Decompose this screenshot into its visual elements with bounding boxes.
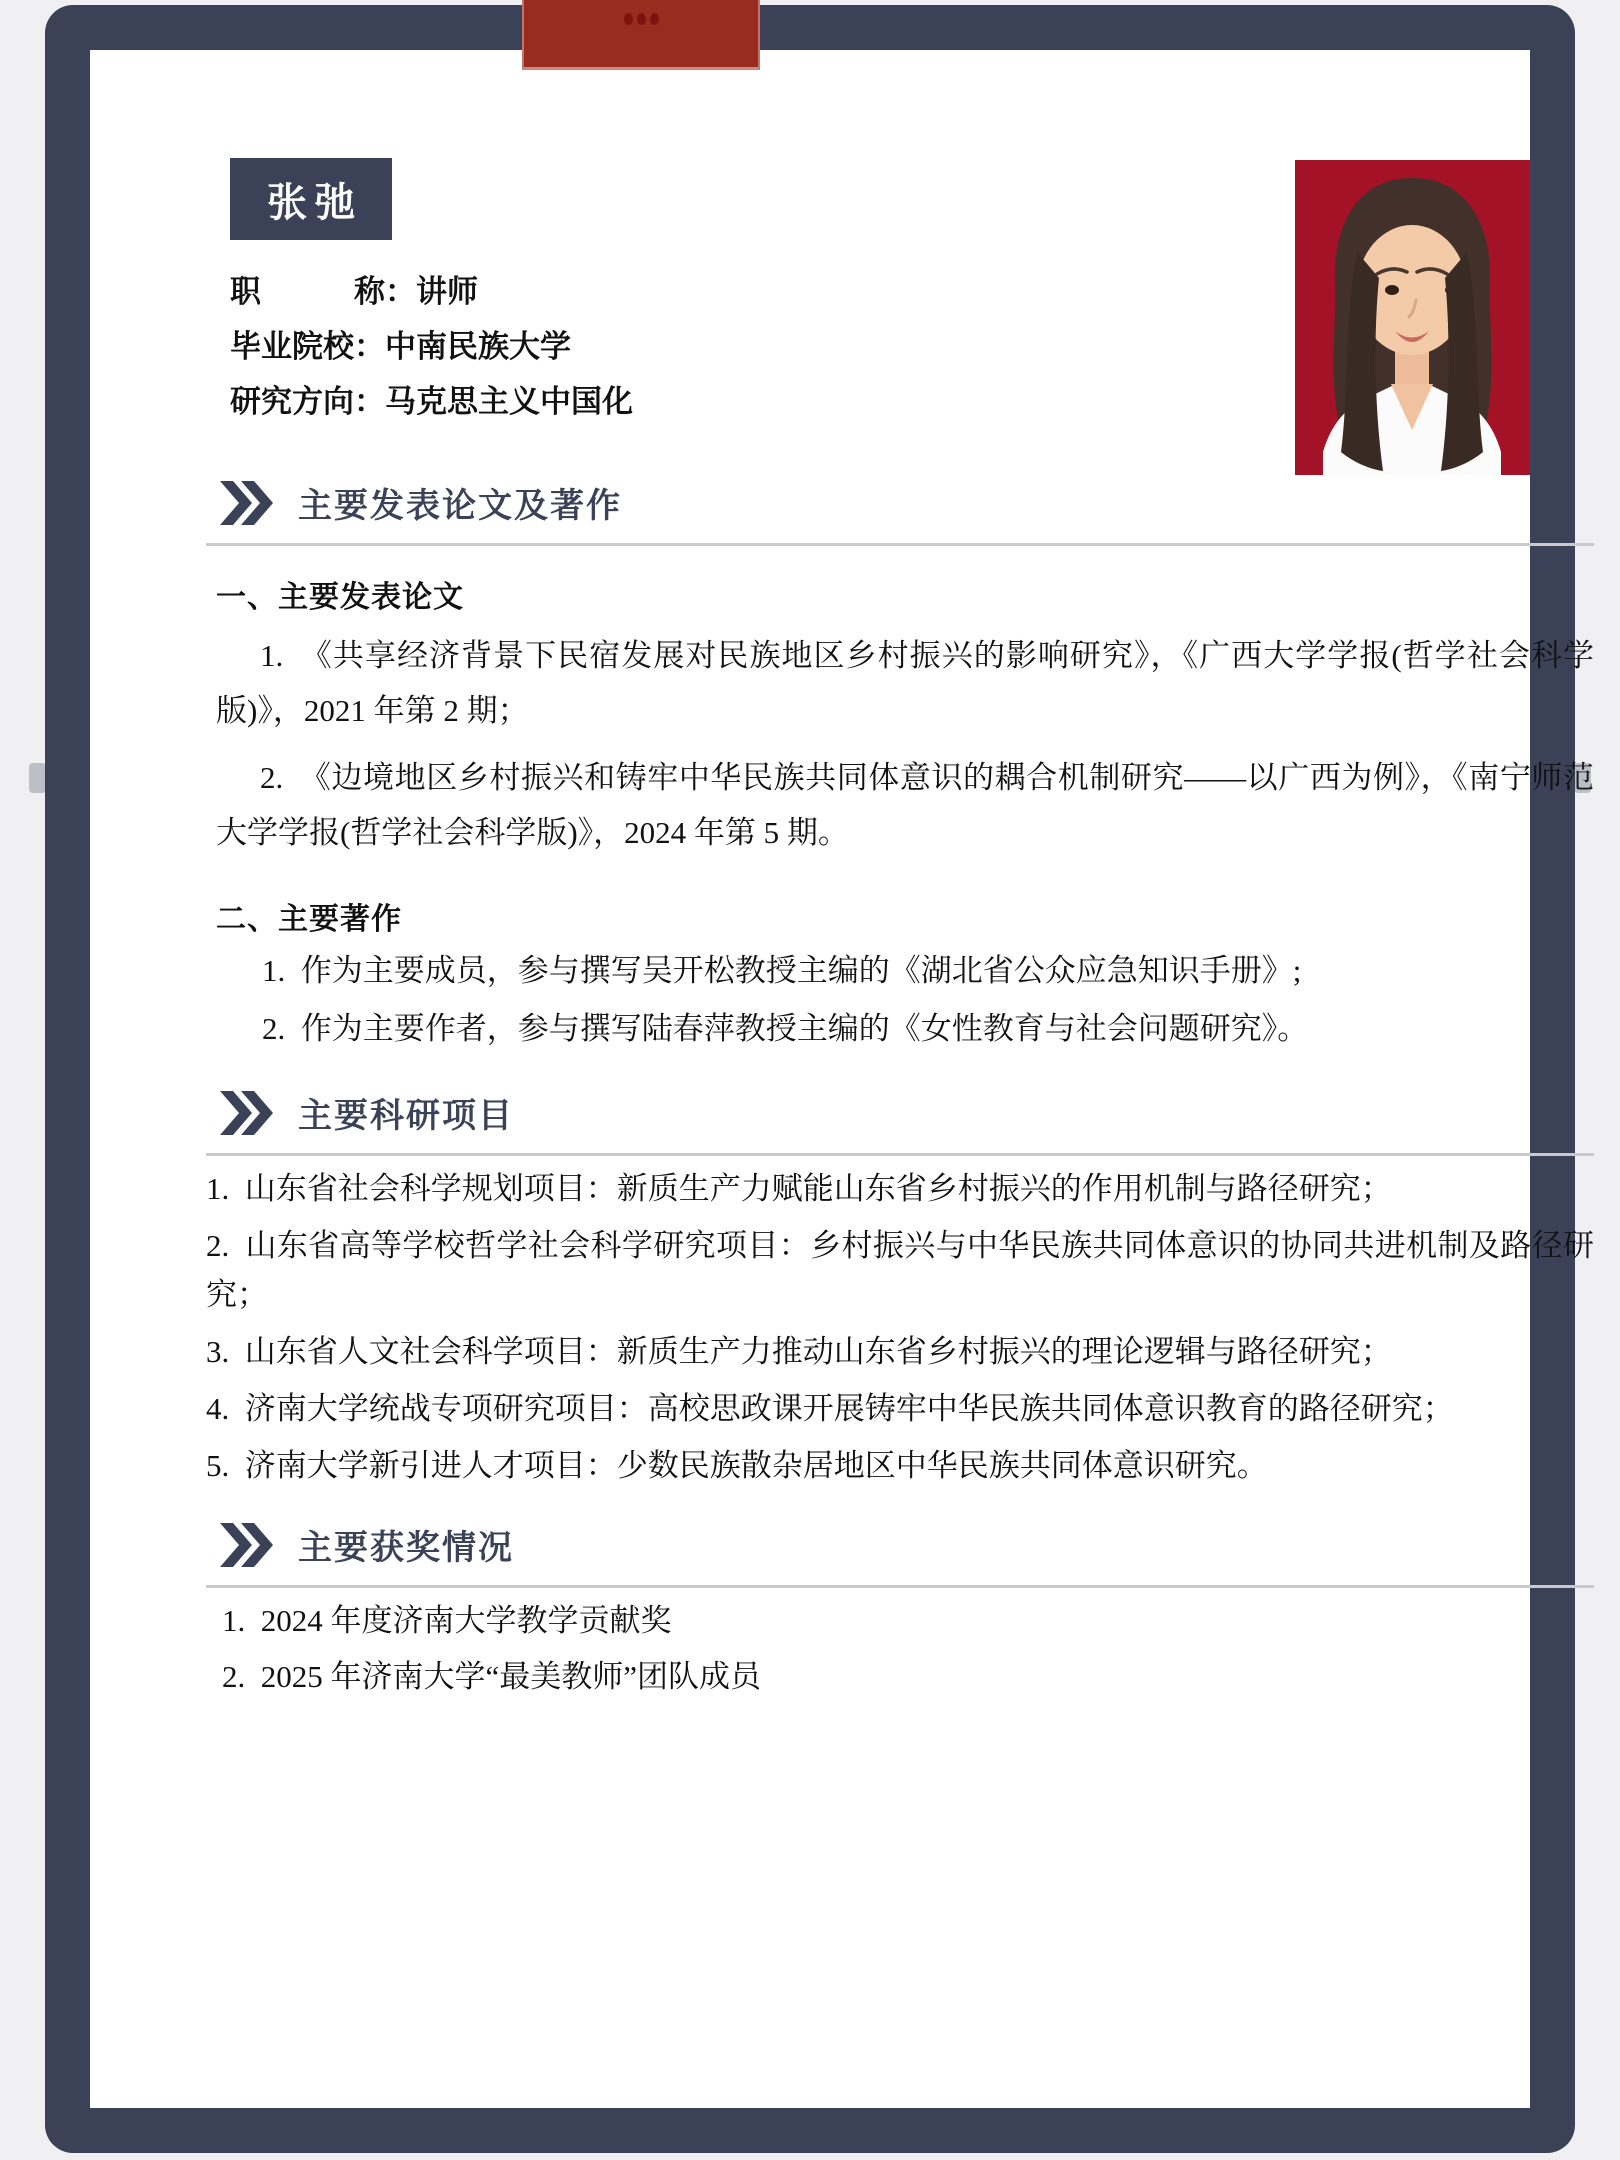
fast-forward-icon (220, 1523, 274, 1567)
project-item: 5. 济南大学新引进人才项目：少数民族散杂居地区中华民族共同体意识研究。 (206, 1448, 1268, 1483)
page-connector-left (29, 763, 46, 793)
name-badge (230, 158, 392, 240)
book-item: 2. 作为主要作者，参与撰写陆春萍教授主编的《女性教育与社会问题研究》。 (262, 1011, 1309, 1046)
papers-heading: 一、主要发表论文 (216, 581, 464, 614)
project-item: 3. 山东省人文社会科学项目：新质生产力推动山东省乡村振兴的理论逻辑与路径研究； (206, 1334, 1392, 1369)
profile-header (206, 158, 1594, 470)
section-title-publications: 主要发表论文及著作 (298, 487, 622, 525)
books-heading: 二、主要著作 (216, 903, 402, 936)
portrait-photo (1295, 160, 1530, 475)
school-line: 毕业院校：中南民族大学 (230, 329, 571, 364)
project-item: 2. 山东省高等学校哲学社会科学研究项目：乡村振兴与中华民族共同体意识的协同共进机制及路径研究； (206, 1228, 1594, 1312)
paper-item: 1. 《共享经济背景下民宿发展对民族地区乡村振兴的影响研究》，《广西大学学报(哲学社会科学版)》，2021 年第 2 期； (216, 638, 1594, 728)
section-header-publications (220, 478, 1594, 527)
dot-icon (650, 13, 659, 25)
three-dots-icon (524, 13, 758, 25)
person-name: 张弛 (267, 180, 363, 225)
section-divider (206, 543, 1594, 546)
dot-icon (637, 13, 646, 25)
book-item: 1. 作为主要成员，参与撰写吴开松教授主编的《湖北省公众应急知识手册》; (262, 953, 1302, 988)
card-content (180, 100, 1620, 1700)
section-divider (206, 1153, 1594, 1156)
award-item: 1. 2024 年度济南大学教学贡献奖 (222, 1603, 672, 1638)
section-header-awards (220, 1520, 1594, 1569)
award-item: 2. 2025 年济南大学“最美教师”团队成员 (222, 1659, 762, 1694)
section-title-projects: 主要科研项目 (298, 1097, 514, 1135)
profile-card (45, 5, 1594, 2153)
project-item: 4. 济南大学统战专项研究项目：高校思政课开展铸牢中华民族共同体意识教育的路径研究； (206, 1391, 1454, 1426)
project-item: 1. 山东省社会科学规划项目：新质生产力赋能山东省乡村振兴的作用机制与路径研究； (206, 1171, 1392, 1206)
section-header-projects (220, 1088, 1594, 1137)
fast-forward-icon (220, 481, 274, 525)
page-connector-right (1574, 763, 1591, 793)
dot-icon (624, 13, 633, 25)
paper-item: 2. 《边境地区乡村振兴和铸牢中华民族共同体意识的耦合机制研究——以广西为例》，《南宁师范大学学报(哲学社会科学版)》，2024 年第 5 期。 (216, 760, 1594, 850)
research-line: 研究方向：马克思主义中国化 (230, 384, 633, 419)
section-divider (206, 1585, 1594, 1588)
top-tab (522, 0, 760, 70)
fast-forward-icon (220, 1091, 274, 1135)
section-title-awards: 主要获奖情况 (298, 1529, 514, 1567)
title-line: 职 称：讲师 (230, 274, 478, 309)
